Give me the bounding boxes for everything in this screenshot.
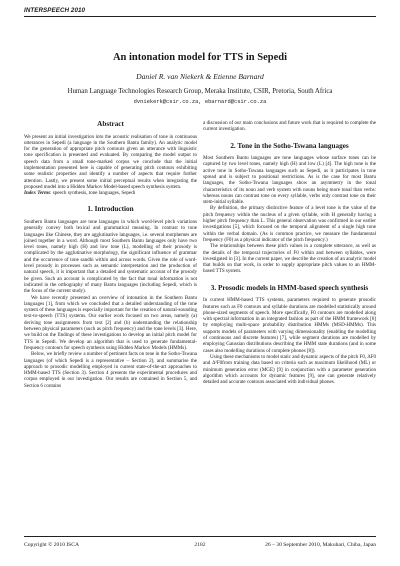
header-rule <box>24 16 376 17</box>
section-1-heading: 1. Introduction <box>87 205 134 214</box>
conference-header-label: INTERSPEECH 2010 <box>24 7 86 14</box>
abstract-text: We present an initial investigation into the acoustic realisation of tone in continuous utterances in Sepedi (a language in the Southern Bantu family). An analytic model for the generation of appropriate pitch contours given an utterance with linguistic tone specification is presented and evaluated. By comparing the model output to speech data from a small tone-marked corpus we conclude that the initial implementation presented here is capable of generating pitch contours exhibiting some realistic properties and identify a number of aspects that require further attention. Lastly, we present some initial perceptual results when integrating the proposed model into a Hidden Markov Model-based speech synthesis system. <box>24 133 197 190</box>
section-1-paragraph: Below, we briefly review a number of pertinent facts on tone in the Sotho-Tswana languages (of which Sepedi is a representative – Section 2), and summarise the approach to prosodic modelling employed in current state-of-the-art approaches to HMM-based TTS (Section 3). Section 4 presents the experimental procedures and corpus employed in our investigation. Our results are contained in Section 5, and Section 6 contains <box>24 351 197 389</box>
section-2-heading: 2. Tone in the Sotho-Tswana languages <box>230 141 349 150</box>
section-1-continuation: a discussion of our main conclusions and future work that is required to complete the current investigation. <box>203 120 376 133</box>
index-terms <box>24 190 197 196</box>
paper-authors: Daniel R. van Niekerk & Etienne Barnard <box>136 72 264 81</box>
footer-rule <box>24 536 376 537</box>
section-1-paragraph: Southern Bantu languages are tone languages in which word-level pitch variations generally convey both lexical and grammatical meaning. In contrast to tone languages like Chinese, they are agglutinative languages, i.e. several morphemes are joined together in a word. Although most Southern Bantu languages only have two level tones, namely high (H) and low tone (L), modelling of their prosody is complicated by the agglutinative morphology, the significant influence of grammar and the occurrence of tone sandhi within and across words. Given the role of word-level prosody in processes such as semantic interpretation and the production of natural speech, it is important that a detailed and systematic account of the prosody be given. Such an account is complicated by the fact that tonal information is not indicated in the orthography of many Bantu languages (including Sepedi, which is the focus of the current study). <box>24 218 197 295</box>
index-terms-label: Index Terms <box>24 190 51 197</box>
left-column <box>24 120 197 389</box>
author-emails: dvniekerk@csir.co.za, ebarnard@csir.co.za <box>133 99 267 105</box>
footer-copyright: Copyright © 2010 ISCA <box>24 542 80 548</box>
section-3-heading: 3. Prosodic models in HMM-based speech synthesis <box>210 283 369 292</box>
footer-page-number: 2182 <box>194 542 206 548</box>
index-terms-text: : speech synthesis, tone languages, Sepedi <box>50 190 136 197</box>
abstract-heading: Abstract <box>97 120 124 128</box>
section-1-paragraph: We have recently presented an overview of intonation in the Southern Bantu languages [1], from which we concluded that a detailed understanding of the tone system of these languages is especially important for the creation of natural-sounding text-to-speech (TTS) systems. Our earlier work focused on two areas, namely (a) deriving tone assignments from text [2] and (b) understanding the relationship between physical parameters (such as pitch frequency) and the tone levels [3]. Here, we build on the findings of these investigations to develop an initial pitch model for TTS in Sepedi. We develop an algorithm that is used to generate fundamental-frequency contours for speech synthesis using Hidden Markov Models (HMMs). <box>24 294 197 351</box>
section-2-paragraph: The relationships between these pitch values in a complete utterance, as well as the details of the temporal trajectories of F0 within and between syllables, were investigated in [3]. In the current paper, we describe the creation of an analytic model that builds on that work, in order to supply appropriate pitch values to an HMM-based TTS system. <box>203 243 376 275</box>
section-2-paragraph: Most Southern Bantu languages are tone languages whose surface tones can be captured by two level tones, namely high (H) and low (L) [4]. The high tone is the active tone in Sotho-Tswana languages such as Sepedi, as it participates in tone spread and is subject to positional restrictions. As is the case for most Bantu languages, the Sotho-Tswana languages show an asymmetry in the tonal characteristics of its noun and verb system with nouns being more tonal than verbs: whereas nouns can contrast tone on every syllable, verbs only contrast tone on their stem-initial syllable. <box>203 155 376 206</box>
section-3-paragraph: Using these mechanisms to model static and dynamic aspects of the pitch F0, ΔF0 and Δ²F0from training data based on criteria such as maximum likelihood (ML) or minimum generation error (MGE) [9] in conjunction with a parameter generation algorithm which accounts for dynamic features [9], one can generate relatively detailed and accurate contours associated with individual phones. <box>203 353 376 386</box>
right-column <box>203 120 376 385</box>
section-2-paragraph: By definition, the primary distinctive feature of a level tone is the value of the pitch frequency within the nucleus of a given syllable, with H generally having a higher pitch frequency than L. This general observation was confirmed in our earlier investigations [5], which focused on the temporal alignment of a single high tone within the verbal domain. (As is common practice, we measure the fundamental frequency (F0) as a physical indicator of the pitch frequency.) <box>203 205 376 243</box>
footer-conference: 26 – 30 September 2010, Makuhari, Chiba, Japan <box>265 542 376 548</box>
paper-affiliation: Human Language Technologies Research Group, Meraka Institute, CSIR, Pretoria, South Africa <box>67 88 333 95</box>
paper-title: An intonation model for TTS in Sepedi <box>112 52 288 63</box>
section-3-paragraph: In current HMM-based TTS systems, parameters required to generate prosodic features such as F0 contours and syllable durations are modelled statistically around phone-sized segments of speech. More specifically, F0 contours are modelled along with spectral information in an integrated fashion as part of the HMM framework [6] by employing multi-space probability distribution HMMs (MSD-HMMs). This supports models of parameters with varying dimensionality (enabling the modelling of continuous and discrete features) [7], while segment durations are modelled by employing Gaussian distributions describing the HMM state durations (and in some cases also modelling durations of complete phones [8]). <box>203 297 376 354</box>
